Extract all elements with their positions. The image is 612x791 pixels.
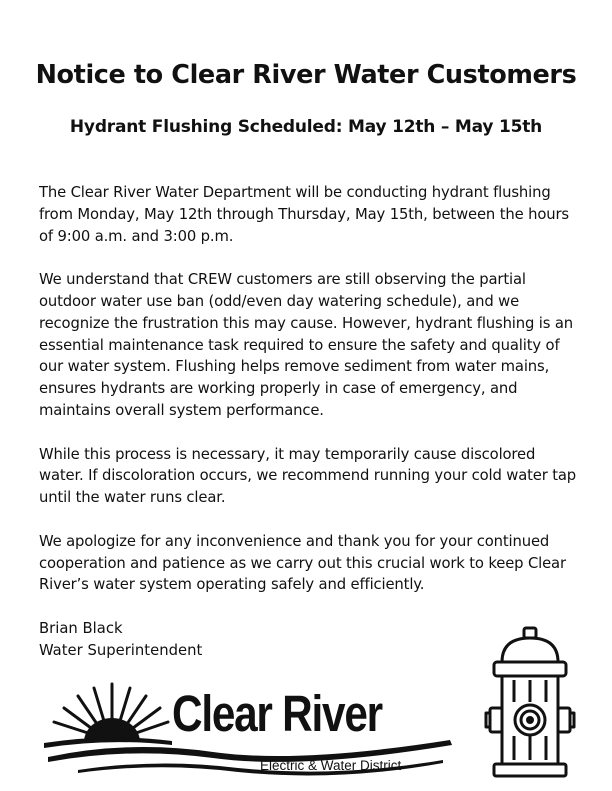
- signature-block: [39, 618, 202, 662]
- paragraph-apology: We apologize for any inconvenience and thank you for your continued cooperation and patience as we carry out this crucial work to keep Clear River’s water system operating safely and efficiently.: [39, 532, 566, 594]
- signature-role: Water Superintendent: [39, 642, 203, 659]
- paragraph-schedule: The Clear River Water Department will be conducting hydrant flushing from Monday, May 12th through Thursday, May 15th, between the hours of 9:00 a.m. and 3:00 p.m.: [39, 184, 569, 245]
- signature-name: Brian Black: [39, 620, 123, 637]
- notice-title: Notice to Clear River Water Customers: [35, 60, 577, 90]
- paragraph-explanation: We understand that CREW customers are still observing the partial outdoor water use ban (odd/even day watering schedule), and we recognize the frustration this may cause. However, hydrant flushing is an essential maintenance task required to ensure the safety and quality of our water system. Flushing helps remove sediment from water mains, ensures hydrants are working properly in case of emergency, and maintains overall system performance.: [39, 271, 574, 419]
- logo-tagline: Electric & Water District: [260, 758, 402, 773]
- fire-hydrant-icon: [484, 624, 576, 782]
- notice-body: [39, 182, 584, 618]
- notice-subtitle: Hydrant Flushing Scheduled: May 12th – May 15th: [69, 117, 543, 137]
- paragraph-discoloration: While this process is necessary, it may temporarily cause discolored water. If discoloration occurs, we recommend running your cold water tap until the water runs clear.: [39, 445, 577, 507]
- logo-name: Clear River: [172, 685, 382, 742]
- clear-river-logo: [38, 680, 458, 780]
